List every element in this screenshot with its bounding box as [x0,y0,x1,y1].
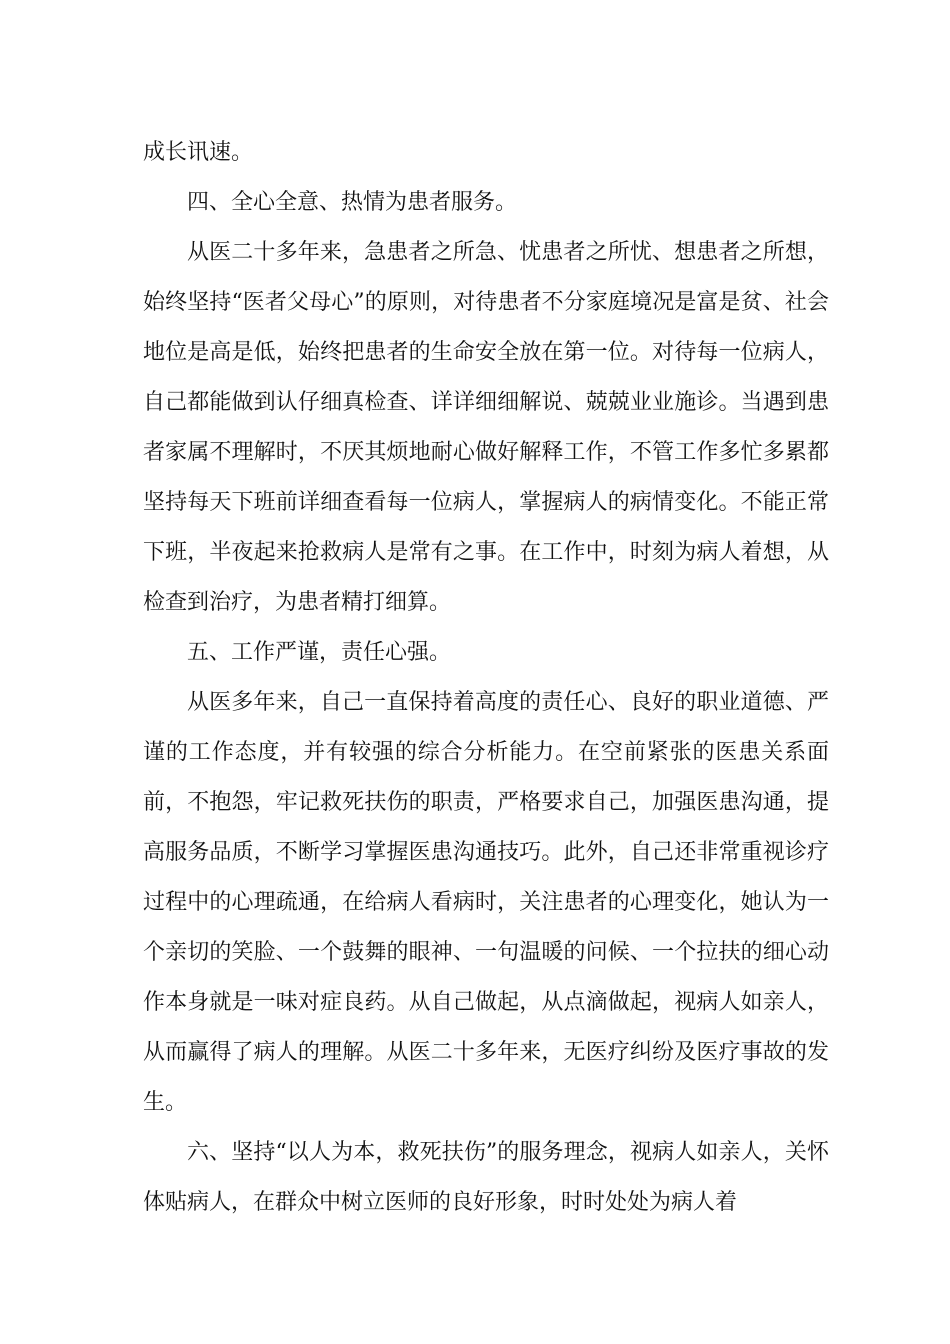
paragraph-continuation: 成长讯速。 [143,140,254,165]
section-heading-4: 四、全心全意、热情为患者服务。 [187,190,518,215]
paragraph-section-4: 从医二十多年来，急患者之所急、忧患者之所忧、想患者之所想，始终坚持“医者父母心”的原则，对待患者不分家庭境况是富是贫、社会地位是高是低，始终把患者的生命安全放在第一位。对待每一位病人，自己都能做到认仔细真检查、详详细细解说、兢兢业业施诊。当遇到患者家属不理解时，不厌其烦地耐心做好解释工作，不管工作多忙多累都坚持每天下班前详细查看每一位病人，掌握病人的病情变化。不能正常下班，半夜起来抢救病人是常有之事。在工作中，时刻为病人着想，从检查到治疗，为患者精打细算。 [143,240,829,615]
document-body [143,128,829,1228]
paragraph-section-5: 从医多年来，自己一直保持着高度的责任心、良好的职业道德、严谨的工作态度，并有较强的综合分析能力。在空前紧张的医患关系面前，不抱怨，牢记救死扶伤的职责，严格要求自己，加强医患沟通，提高服务品质，不断学习掌握医患沟通技巧。此外，自己还非常重视诊疗过程中的心理疏通，在给病人看病时，关注患者的心理变化，她认为一个亲切的笑脸、一个鼓舞的眼神、一句温暖的问候、一个拉扶的细心动作本身就是一味对症良药。从自己做起，从点滴做起，视病人如亲人，从而赢得了病人的理解。从医二十多年来，无医疗纠纷及医疗事故的发生。 [143,690,829,1115]
section-heading-5: 五、工作严谨，责任心强。 [187,640,452,665]
section-heading-6: 六、坚持“以人为本，救死扶伤”的服务理念，视病人如亲人，关怀体贴病人，在群众中树立医师的良好形象，时时处处为病人着 [143,1140,829,1215]
